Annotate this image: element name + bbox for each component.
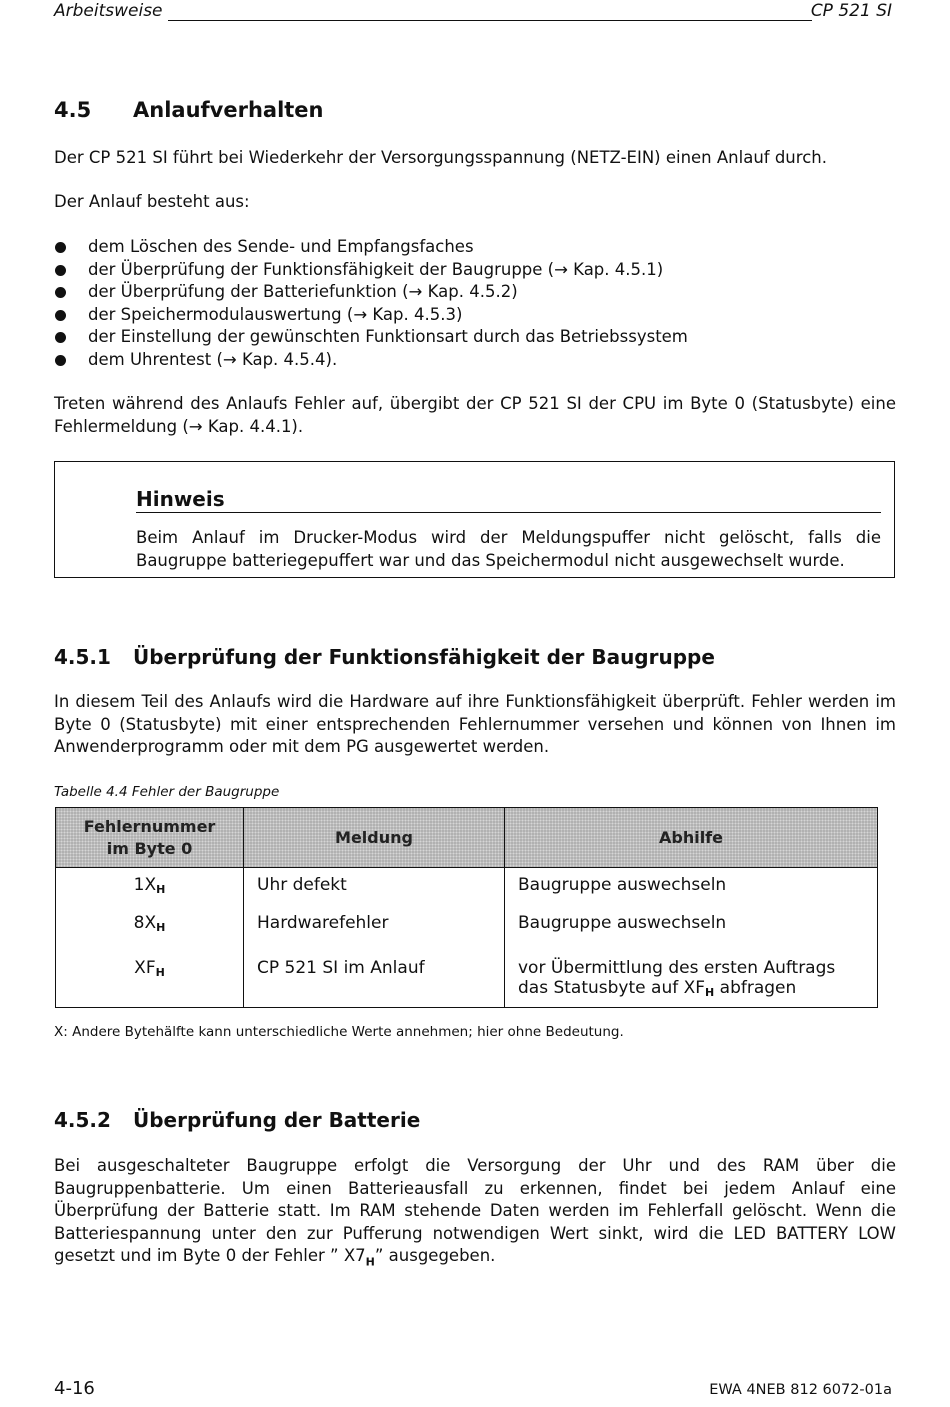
list-item: der Einstellung der gewünschten Funktionsart durch das Betriebssystem xyxy=(54,326,896,349)
section-title-4-5-2: Überprüfung der Batterie xyxy=(133,1108,421,1132)
error-table xyxy=(55,807,878,1008)
table-row xyxy=(56,868,878,913)
note-rule xyxy=(136,512,881,513)
document-id: EWA 4NEB 812 6072-01a xyxy=(709,1382,892,1398)
table-caption: Tabelle 4.4 Fehler der Baugruppe xyxy=(54,784,280,800)
header-remedy: Abhilfe xyxy=(505,808,878,868)
error-code-cell: $1X_H$ xyxy=(56,868,244,913)
message-cell: Hardwarefehler xyxy=(244,913,505,958)
message-cell: CP 521 SI im Anlauf xyxy=(244,958,505,1008)
table-row xyxy=(56,913,878,958)
message-cell: Uhr defekt xyxy=(244,868,505,913)
bullet-icon xyxy=(55,332,66,343)
header-rule xyxy=(168,20,812,21)
list-intro: Der Anlauf besteht aus: xyxy=(54,192,250,211)
hardware-check-paragraph: In diesem Teil des Anlaufs wird die Hardware auf ihre Funktionsfähigkeit überprüft. Fehler werden im Byte 0 (Statusbyte) mit einer entsprechenden Fehlernummer versehen und können von Ihnen im Anwenderprogramm oder mit dem PG ausgewertet werden. xyxy=(54,692,896,756)
table-row xyxy=(56,958,878,1008)
header-error-number: Fehlernummer im Byte 0 xyxy=(56,808,244,868)
note-text: Beim Anlauf im Drucker-Modus wird der Meldungspuffer nicht gelöscht, falls die Baugruppe batteriegepuffert war und das Speichermodul nicht ausgewechselt wurde. xyxy=(136,528,881,570)
list-item: der Speichermodulauswertung (→ Kap. 4.5.3) xyxy=(54,304,896,327)
section-title-4-5-1: Überprüfung der Funktionsfähigkeit der Baugruppe xyxy=(133,645,715,669)
bullet-icon xyxy=(55,242,66,253)
error-code-cell: $8X_H$ xyxy=(56,913,244,958)
list-item: der Überprüfung der Funktionsfähigkeit der Baugruppe (→ Kap. 4.5.1) xyxy=(54,259,896,282)
bullet-icon xyxy=(55,310,66,321)
page-number: 4-16 xyxy=(54,1378,95,1399)
section-number-4-5-2: 4.5.2 xyxy=(54,1108,111,1132)
note-title: Hinweis xyxy=(136,487,225,511)
section-title-4-5: Anlaufverhalten xyxy=(133,98,324,122)
remedy-cell: Baugruppe auswechseln xyxy=(505,913,878,958)
list-item: dem Uhrentest (→ Kap. 4.5.4). xyxy=(54,349,896,372)
header-message: Meldung xyxy=(244,808,505,868)
table-footnote: X: Andere Bytehälfte kann unterschiedliche Werte annehmen; hier ohne Bedeutung. xyxy=(54,1024,624,1040)
startup-steps-list xyxy=(54,236,896,371)
error-paragraph: Treten während des Anlaufs Fehler auf, übergibt der CP 521 SI der CPU im Byte 0 (Statusbyte) eine Fehlermeldung (→ Kap. 4.4.1). xyxy=(54,394,896,436)
bullet-icon xyxy=(55,355,66,366)
remedy-cell: vor Übermittlung des ersten Auftrags das Statusbyte auf $XF_H$ abfragen xyxy=(505,958,878,1008)
section-number-4-5: 4.5 xyxy=(54,98,92,122)
section-number-4-5-1: 4.5.1 xyxy=(54,645,111,669)
running-header-right: CP 521 SI xyxy=(810,1,892,21)
bullet-icon xyxy=(55,287,66,298)
error-code-cell: $XF_H$ xyxy=(56,958,244,1008)
running-header-left: Arbeitsweise xyxy=(54,1,163,21)
list-item: dem Löschen des Sende- und Empfangsfaches xyxy=(54,236,896,259)
remedy-cell: Baugruppe auswechseln xyxy=(505,868,878,913)
intro-paragraph: Der CP 521 SI führt bei Wiederkehr der Versorgungsspannung (NETZ-EIN) einen Anlauf durch. xyxy=(54,148,827,167)
list-item: der Überprüfung der Batteriefunktion (→ Kap. 4.5.2) xyxy=(54,281,896,304)
table-header-row xyxy=(56,808,878,868)
bullet-icon xyxy=(55,265,66,276)
battery-check-paragraph: Bei ausgeschalteter Baugruppe erfolgt die Versorgung der Uhr und des RAM über die Baugruppenbatterie. Um einen Batterieausfall zu erkennen, findet bei jedem Anlauf eine Überprüfung der Batterie statt. Im RAM stehende Daten werden im Fehlerfall gelöscht. Wenn die Batteriespannung unter den zur Pufferung notwendigen Wert sinkt, wird die LED BATTERY LOW gesetzt und im Byte 0 der Fehler ” $X7_H$” ausgegeben. xyxy=(54,1156,896,1269)
